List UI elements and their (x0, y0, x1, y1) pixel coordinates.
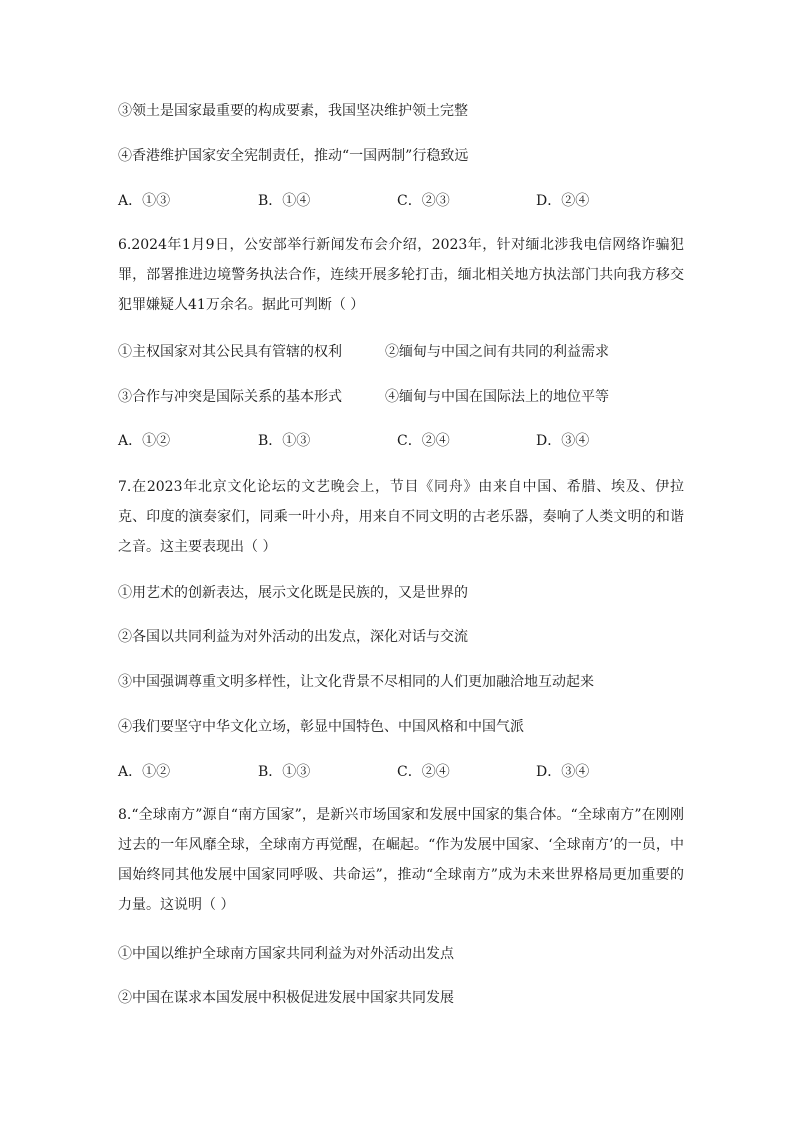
q7-statement-3: ③中国强调尊重文明多样性，让文化背景不尽相同的人们更加融洽地互动起来 (118, 674, 594, 690)
q7-stem: 7.在2023年北京文化论坛的文艺晚会上，节目《同舟》由来自中国、希腊、埃及、伊拉克、印度的演奏家们，同乘一叶小舟，用来自不同文明的古老乐器，奏响了人类文明的和谐之音。这主要表现出（ ） (118, 479, 684, 555)
q5-statement-4: ④香港维护国家安全宪制责任，推动“一国两制”行稳致远 (118, 148, 469, 164)
q5-statement-3: ③领土是国家最重要的构成要素，我国坚决维护领土完整 (118, 103, 468, 119)
q5-option-a[interactable]: A．①③ (118, 193, 171, 209)
q6-statement-3: ③合作与冲突是国际关系的基本形式 (118, 389, 342, 405)
q6-option-c[interactable]: C．②④ (397, 433, 450, 449)
q6-statement-1: ①主权国家对其公民具有管辖的权利 (118, 344, 342, 360)
q7-option-b[interactable]: B．①③ (258, 764, 311, 780)
q7-option-a[interactable]: A．①② (118, 764, 171, 780)
q7-option-d[interactable]: D．③④ (536, 764, 590, 780)
q7-statement-4: ④我们要坚守中华文化立场，彰显中国特色、中国风格和中国气派 (118, 719, 524, 735)
q7-option-c[interactable]: C．②④ (397, 764, 450, 780)
q6-stem: 6.2024年1月9日，公安部举行新闻发布会介绍，2023年，针对缅北涉我电信网络诈骗犯罪，部署推进边境警务执法合作，连续开展多轮打击，缅北相关地方执法部门共向我方移交犯罪嫌疑人41万余名。据此可判断（ ） (118, 237, 684, 313)
q5-option-c[interactable]: C．②③ (397, 193, 450, 209)
q8-statement-2: ②中国在谋求本国发展中积极促进发展中国家共同发展 (118, 990, 454, 1006)
q7-statement-2: ②各国以共同利益为对外活动的出发点，深化对话与交流 (118, 629, 468, 645)
q6-statement-2: ②缅甸与中国之间有共同的利益需求 (385, 344, 609, 360)
q6-option-a[interactable]: A．①② (118, 433, 171, 449)
q7-statement-1: ①用艺术的创新表达，展示文化既是民族的，又是世界的 (118, 585, 468, 601)
q6-option-d[interactable]: D．③④ (536, 433, 590, 449)
q5-option-b[interactable]: B．①④ (258, 193, 311, 209)
q8-stem: 8.“全球南方”源自“南方国家”，是新兴市场国家和发展中国家的集合体。“全球南方”在刚刚过去的一年风靡全球，全球南方再觉醒，在崛起。“作为发展中国家、‘全球南方’的一员，中国始终同其他发展中国家同呼吸、共命运”，推动“全球南方”成为未来世界格局更加重要的力量。这说明（ ） (118, 807, 684, 913)
q6-statement-4: ④缅甸与中国在国际法上的地位平等 (385, 389, 609, 405)
q8-statement-1: ①中国以维护全球南方国家共同利益为对外活动出发点 (118, 946, 454, 962)
q5-option-d[interactable]: D．②④ (536, 193, 590, 209)
q6-option-b[interactable]: B．①③ (258, 433, 311, 449)
